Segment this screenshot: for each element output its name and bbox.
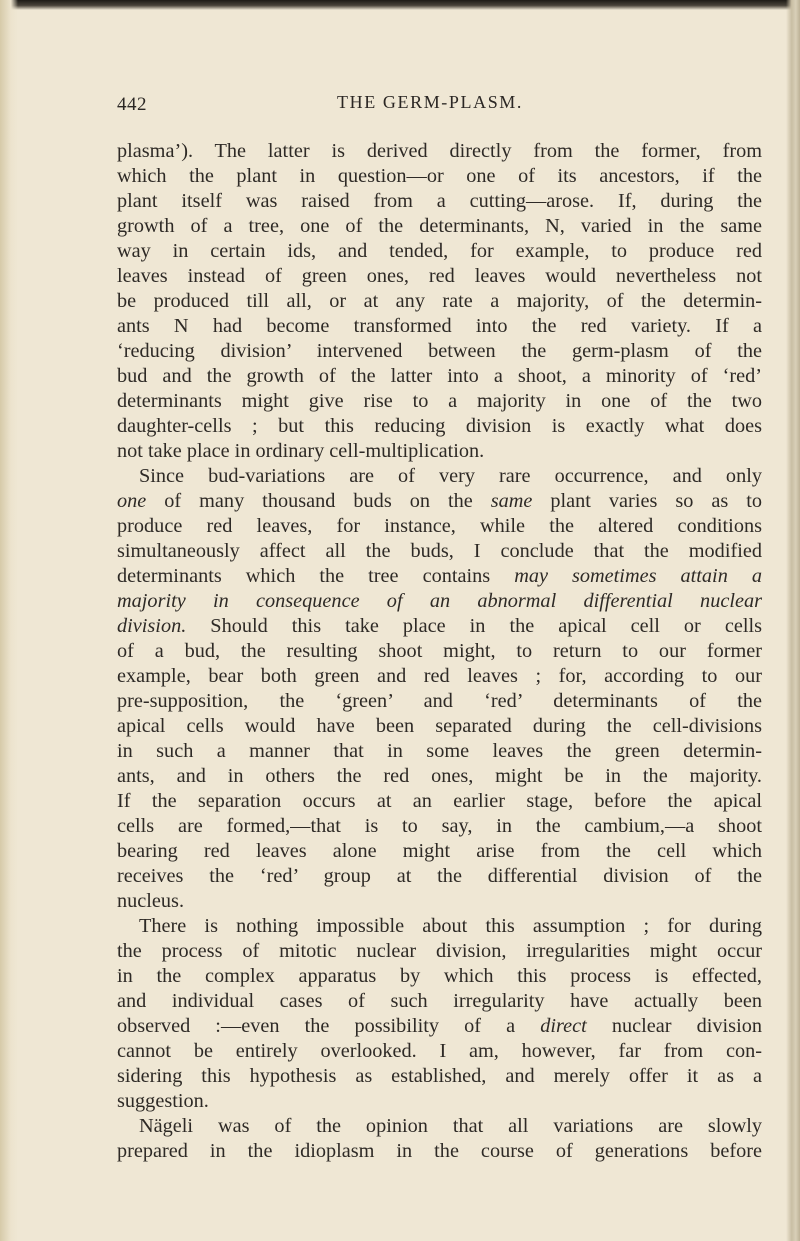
text-line: prepared in the idioplasm in the course of generations before [117, 1140, 762, 1162]
text-line-italic [117, 589, 762, 614]
italic-span: direct [540, 1015, 587, 1037]
body-text [117, 139, 762, 1164]
text-line: ants N had become transformed into the red variety. If a [117, 315, 762, 337]
text-line: pre-supposition, the ‘green’ and ‘red’ determinants of the [117, 690, 762, 712]
text-line: ants, and in others the red ones, might be in the majority. [117, 765, 762, 787]
text-line: bearing red leaves alone might arise from the cell which [117, 840, 762, 862]
text-line: growth of a tree, one of the determinants, N, varied in the same [117, 215, 762, 237]
text-line-mixed [117, 1014, 762, 1039]
text-line: receives the ‘red’ group at the differential division of the [117, 865, 762, 887]
text-line: simultaneously affect all the buds, I conclude that the modified [117, 540, 762, 562]
text-line-mixed [117, 614, 762, 639]
scan-right-edge [786, 0, 800, 1241]
text-line-mixed [117, 564, 762, 589]
text-line: apical cells would have been separated during the cell-divisions [117, 715, 762, 737]
italic-span: same [490, 490, 533, 512]
scan-left-edge [0, 0, 18, 1241]
text-line: plant itself was raised from a cutting—arose. If, during the [117, 190, 762, 212]
text-line: in the complex apparatus by which this process is effected, [117, 965, 762, 987]
text-line: of a bud, the resulting shoot might, to return to our former [117, 640, 762, 662]
text-span: plant varies so as to [532, 490, 762, 512]
text-line: the process of mitotic nuclear division, irregularities might occur [117, 940, 762, 962]
text-span: observed :—even the possibility of a [117, 1015, 541, 1037]
italic-span: one [117, 490, 147, 512]
running-title: THE GERM-PLASM. [337, 92, 524, 112]
text-line: sidering this hypothesis as established, and merely offer it as a [117, 1065, 762, 1087]
text-line: Since bud-variations are of very rare occurrence, and only [139, 465, 762, 487]
text-line: There is nothing impossible about this assumption ; for during [139, 915, 762, 937]
text-line: ‘reducing division’ intervened between the germ-plasm of the [117, 340, 762, 362]
text-line: not take place in ordinary cell-multiplication. [117, 440, 485, 462]
text-line: which the plant in question—or one of its ancestors, if the [117, 165, 762, 187]
text-line: determinants might give rise to a majority in one of the two [117, 390, 762, 412]
text-line: and individual cases of such irregularity have actually been [117, 990, 762, 1012]
text-line: cannot be entirely overlooked. I am, however, far from con- [117, 1040, 762, 1062]
scan-top-shadow [0, 0, 800, 10]
text-line: Nägeli was of the opinion that all variations are slowly [139, 1115, 762, 1137]
text-line: be produced till all, or at any rate a majority, of the determin- [117, 290, 762, 312]
text-line: If the separation occurs at an earlier stage, before the apical [117, 790, 762, 812]
italic-span: division. [117, 615, 187, 637]
text-line: example, bear both green and red leaves ; for, according to our [117, 665, 762, 687]
running-head [117, 88, 757, 118]
text-span: Should this take place in the apical cell or cells [186, 615, 762, 637]
text-line-mixed [117, 489, 762, 514]
italic-span: may sometimes attain a [514, 565, 762, 587]
text-line: way in certain ids, and tended, for example, to produce red [117, 240, 762, 262]
text-line: daughter-cells ; but this reducing division is exactly what does [117, 415, 762, 437]
italic-span: majority in consequence of an abnormal differential nuclear [117, 590, 762, 612]
text-line: suggestion. [117, 1090, 209, 1112]
text-line: bud and the growth of the latter into a shoot, a minority of ‘red’ [117, 365, 762, 387]
text-line: cells are formed,—that is to say, in the cambium,—a shoot [117, 815, 762, 837]
text-span: nuclear division [586, 1015, 762, 1037]
text-span: determinants which the tree contains [117, 565, 515, 587]
text-span: of many thousand buds on the [146, 490, 491, 512]
page-number: 442 [117, 94, 147, 115]
text-line: plasma’). The latter is derived directly from the former, from [117, 140, 762, 162]
text-line: in such a manner that in some leaves the green determin- [117, 740, 762, 762]
text-line: nucleus. [117, 890, 185, 912]
text-line: produce red leaves, for instance, while the altered conditions [117, 515, 762, 537]
text-line: leaves instead of green ones, red leaves would nevertheless not [117, 265, 762, 287]
